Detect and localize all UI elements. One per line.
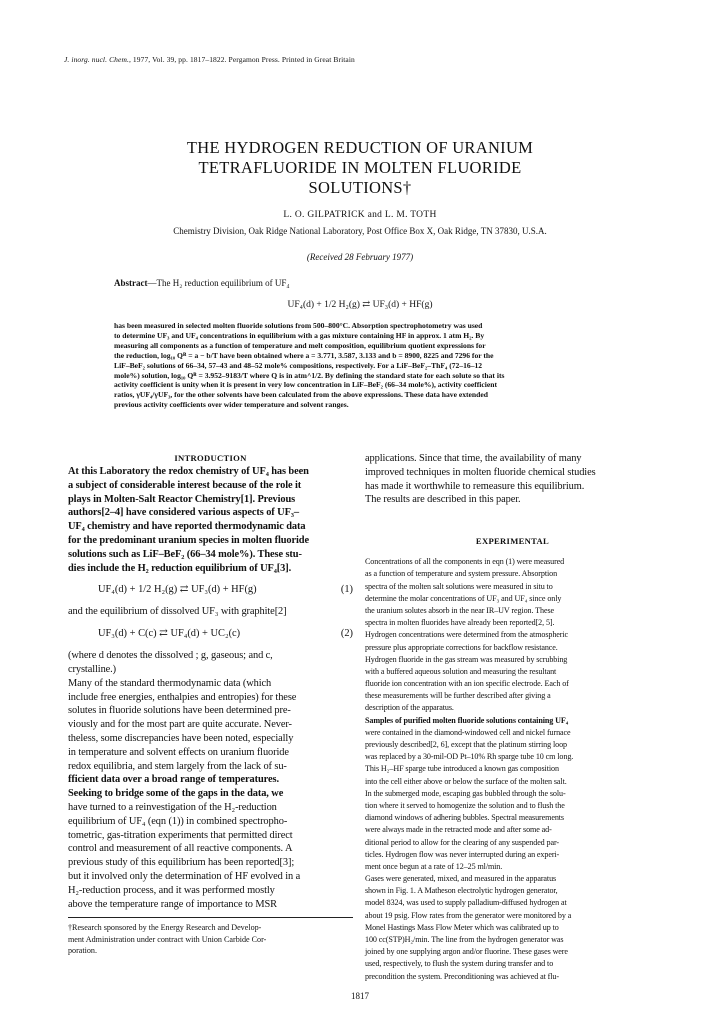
abstract-line: the reduction, log₁₀ Qᴿ = a − b/T have been obtained where a = 3.771, 3.587, 3.133 and b = 8900, 8225 and 7296 for the (114, 350, 494, 360)
text-line: into the cell either above or below the surface of the molten salt. (365, 776, 567, 786)
text-line: Seeking to bridge some of the gaps in the data, we (68, 788, 284, 800)
citation-details: , 1977, Vol. 39, pp. 1817–1822. Pergamon Press. Printed in Great Britain (128, 55, 355, 64)
right-column (365, 452, 660, 983)
text-line: tion where it served to homogenize the solution and to flush the (365, 800, 565, 810)
equation-2 (68, 619, 353, 649)
text-line: This H₂–HF sparge tube introduced a known gas composition (365, 764, 559, 774)
text-line: above the temperature range of importance to MSR (68, 898, 277, 910)
text-line: Hydrogen concentrations were determined from the atmospheric (365, 630, 569, 640)
text-line: diamond windows of adhering bubbles. Spectral measurements (365, 813, 564, 823)
text-line: include free energies, enthalpies and entropies) for these (68, 691, 297, 703)
text-line: plays in Molten-Salt Reactor Chemistry[1]. Previous (68, 493, 296, 505)
text-line: 100 cc(STP)H₂/min. The line from the hydrogen generator was (365, 935, 564, 944)
abstract-line: to determine UF₃ and UF₄ concentrations in equilibrium with a gas mixture containing HF in approx. 1 atm H₂. By (114, 330, 485, 340)
text-line: were always made in the retracted mode and after some ad- (365, 825, 552, 835)
text-line: used, respectively, to flush the system during transfer and to (365, 959, 554, 969)
text-line: spectra in molten fluorides have already been reported[2, 5]. (365, 618, 555, 628)
text-line: UF₄ chemistry and have reported thermodynamic data (68, 521, 306, 533)
text-line: but it involved only the determination of HF evolved in a (68, 870, 301, 882)
abstract-line: ratios, γUF₄/γUF₃, for the other solvents have been calculated from the above expressions. These data have extended (114, 390, 488, 400)
authors: L. O. GILPATRICK and L. M. TOTH (283, 210, 437, 220)
text-line: equilibrium of UF₄ (eqn (1)) in combined spectropho- (68, 815, 288, 827)
text-line: ment once begun at a rate of 12–25 ml/min. (365, 861, 503, 871)
text-line: ticles. Hydrogen flow was never interrupted during an experi- (365, 849, 560, 859)
text-line: Concentrations of all the components in eqn (1) were measured (365, 557, 565, 567)
text-line: Gases were generated, mixed, and measured in the apparatus (365, 874, 557, 884)
text-line: control and measurement of all reactive components. A (68, 843, 293, 855)
text-line: theless, some discrepancies have been noted, especially (68, 732, 294, 744)
text-line: about 19 psig. Flow rates from the generator were monitored by a (365, 910, 572, 920)
footnote-line: †Research sponsored by the Energy Research and Develop- (68, 923, 262, 933)
abstract-equation: UF₄(d) + 1/2 H₂(g) ⇄ UF₃(d) + HF(g) (287, 300, 433, 310)
abstract-body (114, 321, 614, 410)
title-line: SOLUTIONS† (308, 178, 412, 197)
text-line: for the predominant uranium species in molten fluoride (68, 534, 309, 546)
footnote-rule (68, 917, 353, 918)
article-title (100, 138, 620, 198)
abstract-line: mole%) solution, log₁₀ Qᴿ = 3.952–9183/T where Q is in atm^1/2. By defining the standard state for each solute so that its (114, 370, 505, 380)
footnote-line: poration. (68, 946, 97, 956)
text-line: (where d denotes the dissolved ; g, gaseous; and c, (68, 650, 273, 662)
text-line: were contained in the diamond-windowed cell and nickel furnace (365, 727, 571, 737)
text-line: solutions such as LiF–BeF₂ (66–34 mole%). These stu- (68, 548, 302, 560)
equation-1-body: UF₄(d) + 1/2 H₂(g) ⇄ UF₃(d) + HF(g) (98, 584, 257, 596)
text-line: ditional period to allow for the clearing of any suspended par- (365, 837, 560, 847)
equation-1 (68, 575, 353, 605)
text-line: and the equilibrium of dissolved UF₃ with graphite[2] (68, 606, 287, 618)
equation-1-number: (1) (340, 584, 353, 596)
text-line: have turned to a reinvestigation of the H₂-reduction (68, 801, 277, 813)
text-line: shown in Fig. 1. A Matheson electrolytic hydrogen generator, (365, 886, 558, 896)
abstract-line: LiF–BeF₂ solutions of 66–34, 57–43 and 48–52 mole% compositions, respectively. For a LiF–BeF₂–ThF₄ (72–16–12 (114, 360, 483, 370)
text-line: redox equilibria, and stem largely from the lack of su- (68, 760, 287, 772)
text-line: previous study of this equilibrium has been reported[3]; (68, 857, 295, 869)
introduction-heading: INTRODUCTION (174, 453, 247, 463)
experimental-heading: EXPERIMENTAL (475, 536, 550, 547)
text-line: In the submerged mode, escaping gas bubbled through the solu- (365, 788, 566, 798)
running-head (64, 55, 664, 64)
text-line: Many of the standard thermodynamic data (which (68, 677, 272, 689)
text-line: H₂-reduction process, and it was performed mostly (68, 884, 275, 896)
equation-2-number: (2) (340, 628, 353, 640)
text-line: Monel Hastings Mass Flow Meter which was calibrated up to (365, 922, 559, 932)
footnote-line: ment Administration under contract with Union Carbide Cor- (68, 934, 267, 944)
text-line: model 8324, was used to supply palladium-diffused hydrogen at (365, 898, 567, 908)
title-line: THE HYDROGEN REDUCTION OF URANIUM (186, 138, 534, 157)
equation-2-body: UF₃(d) + C(c) ⇄ UF₄(d) + UC₂(c) (98, 628, 241, 640)
text-line: joined by one supplying argon and/or fluorine. These gases were (365, 947, 568, 957)
abstract-line: activity coefficient is unity when it is present in very low concentration in LiF–BeF₂ (66–34 mole%), activity coefficient (114, 380, 498, 390)
text-line: Samples of purified molten fluoride solutions containing UF₄ (365, 715, 569, 725)
text-line: has made it worthwhile to remeasure this equilibrium. (365, 480, 585, 492)
abstract-label: Abstract (114, 278, 148, 288)
text-line: determine the molar concentrations of UF₃ and UF₄ since only (365, 593, 562, 603)
abstract-line: measuring all components as a function of temperature and melt composition, equilibrium quotient expressions for (114, 340, 486, 350)
text-line: description of the apparatus. (365, 703, 454, 713)
text-line: was replaced by a 30-mil-OD Pt–10% Rh sparge tube 10 cm long. (365, 752, 574, 762)
text-line: viously and for the most part are quite accurate. Never- (68, 719, 292, 731)
left-column (68, 452, 353, 957)
text-line: Hydrogen fluoride in the gas stream was measured by scrubbing (365, 654, 568, 664)
abstract-line: previous activity coefficients over wider temperature and solvent ranges. (114, 400, 349, 410)
text-line: previously described[2, 6], except that the platinum stirring loop (365, 740, 567, 749)
affiliation: Chemistry Division, Oak Ridge National Laboratory, Post Office Box X, Oak Ridge, TN 37830, U.S.A. (173, 226, 547, 236)
text-line: tometric, gas-titration experiments that permitted direct (68, 829, 293, 841)
text-line: applications. Since that time, the availability of many (365, 453, 582, 464)
text-line: improved techniques in molten fluoride chemical studies (365, 466, 596, 478)
text-line: pressure plus appropriate corrections for backflow resistance. (365, 642, 558, 652)
text-line: crystalline.) (68, 663, 117, 675)
received-date: (Received 28 February 1977) (306, 252, 414, 262)
text-line: authors[2–4] have considered various aspects of UF₃– (68, 507, 299, 519)
text-line: dies include the H₂ reduction equilibrium of UF₄[3]. (68, 562, 292, 574)
text-line: The results are described in this paper. (365, 494, 521, 506)
footnote (68, 922, 353, 957)
text-line: solutes in fluoride solutions have been determined pre- (68, 705, 291, 717)
text-line: in temperature and solvent effects on uranium fluoride (68, 746, 289, 758)
abstract-line: has been measured in selected molten fluoride solutions from 500–800°C. Absorption spectrophotometry was used (114, 321, 483, 330)
text-line: fficient data over a broad range of temperatures. (68, 774, 279, 786)
title-line: TETRAFLUORIDE IN MOLTEN FLUORIDE (198, 158, 522, 177)
text-line: the uranium solutes absorb in the near IR–UV region. These (365, 605, 555, 615)
text-line: with a buffered aqueous solution and measuring the resultant (365, 666, 557, 676)
text-line: as a function of temperature and system pressure. Absorption (365, 569, 558, 579)
abstract-lead (114, 278, 290, 288)
journal-name: J. inorg. nucl. Chem. (64, 55, 129, 64)
text-line: a subject of considerable interest because of the role it (68, 479, 302, 491)
page-number: 1817 (351, 991, 369, 1001)
text-line: fluoride ion concentration with an ion specific electrode. Each of (365, 679, 569, 689)
text-line: spectra of the molten salt solutions were measured in situ to (365, 581, 553, 591)
text-line: these measurements will be further described after giving a (365, 691, 551, 701)
text-line: At this Laboratory the redox chemistry of UF₄ has been (68, 466, 309, 477)
abstract-lead-text: —The H₂ reduction equilibrium of UF₄ (147, 278, 290, 288)
text-line: precondition the system. Preconditioning was achieved at flu- (365, 971, 559, 981)
